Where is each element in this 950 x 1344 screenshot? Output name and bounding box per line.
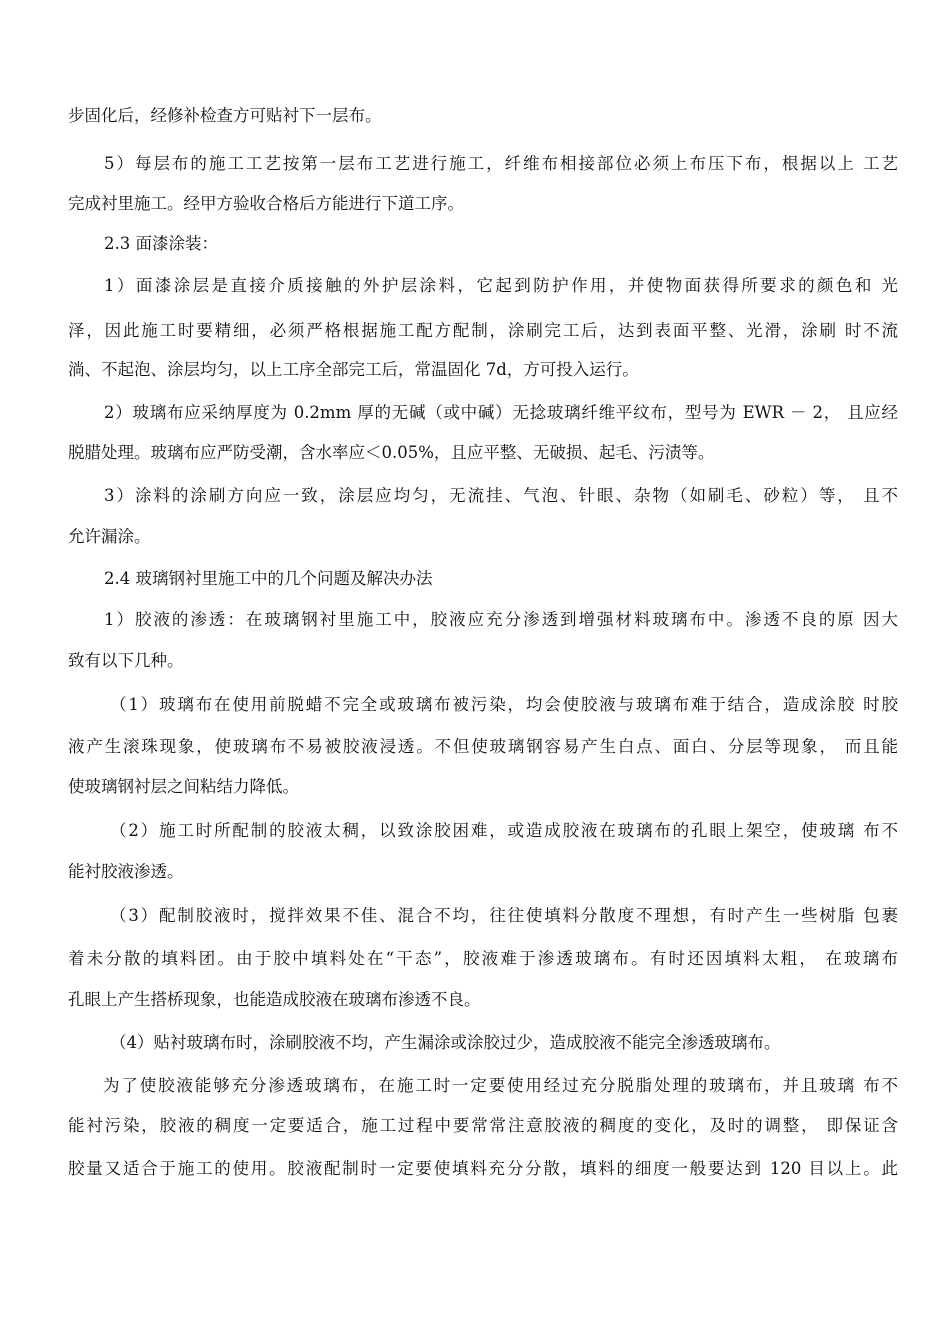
text-line: 脱腊处理。玻璃布应严防受潮，含水率应＜0.05%，且应平整、无破损、起毛、污渍等。 xyxy=(68,443,715,462)
text-line: 步固化后，经修补检查方可贴衬下一层布。 xyxy=(68,106,382,125)
text-line: 液产生滚珠现象，使玻璃布不易被胶液浸透。不但使玻璃钢容易产生白点、面白、分层等现象， 而且能 xyxy=(68,737,898,756)
text-line: 为了使胶液能够充分渗透玻璃布，在施工时一定要使用经过充分脱脂处理的玻璃布，并且玻璃 布不 xyxy=(103,1076,898,1095)
text-line: 1）面漆涂层是直接介质接触的外护层涂料，它起到防护作用，并使物面获得所要求的颜色和 光 xyxy=(104,276,898,295)
text-line: 能衬污染，胶液的稠度一定要适合，施工过程中要常常注意胶液的稠度的变化，及时的调整， 即保证含 xyxy=(68,1116,898,1135)
text-line: 能衬胶液渗透。 xyxy=(68,862,184,881)
text-line: 1）胶液的渗透：在玻璃钢衬里施工中，胶液应充分渗透到增强材料玻璃布中。渗透不良的原 因大 xyxy=(104,610,898,629)
text-line: 2）玻璃布应采纳厚度为 0.2mm 厚的无碱（或中碱）无捻玻璃纤维平纹布，型号为 EWR － 2， 且应经 xyxy=(104,403,898,422)
section-heading: 2.4 玻璃钢衬里施工中的几个问题及解决办法 xyxy=(104,569,433,588)
text-line: 5）每层布的施工工艺按第一层布工艺进行施工，纤维布相接部位必须上布压下布，根据以上 工艺 xyxy=(104,154,898,173)
text-line: 孔眼上产生搭桥现象，也能造成胶液在玻璃布渗透不良。 xyxy=(68,990,481,1009)
section-heading: 2.3 面漆涂装： xyxy=(104,234,218,253)
text-line: 着未分散的填料团。由于胶中填料处在“干态”，胶液难于渗透玻璃布。有时还因填料太粗， 在玻璃布 xyxy=(68,949,898,968)
text-line: 3）涂料的涂刷方向应一致，涂层应均匀，无流挂、气泡、针眼、杂物（如刷毛、砂粒）等， 且不 xyxy=(104,486,898,505)
text-line: 允许漏涂。 xyxy=(68,527,151,546)
text-line: （2）施工时所配制的胶液太稠，以致涂胶困难，或造成胶液在玻璃布的孔眼上架空，使玻璃 布不 xyxy=(110,821,898,840)
text-line: （4）贴衬玻璃布时，涂刷胶液不均，产生漏涂或涂胶过少，造成胶液不能完全渗透玻璃布。 xyxy=(110,1033,781,1052)
text-line: 胶量又适合于施工的使用。胶液配制时一定要使填料充分分散，填料的细度一般要达到 120 目以上。此 xyxy=(68,1159,898,1178)
text-line: 使玻璃钢衬层之间粘结力降低。 xyxy=(68,777,299,796)
text-line: 淌、不起泡、涂层均匀，以上工序全部完工后，常温固化 7d，方可投入运行。 xyxy=(68,360,639,379)
text-line: （1）玻璃布在使用前脱蜡不完全或玻璃布被污染，均会使胶液与玻璃布难于结合，造成涂胶 时胶 xyxy=(110,695,898,714)
text-line: （3）配制胶液时，搅拌效果不佳、混合不均，往往使填料分散度不理想，有时产生一些树脂 包裹 xyxy=(110,906,898,925)
text-line: 完成衬里施工。经甲方验收合格后方能进行下道工序。 xyxy=(68,194,464,213)
text-line: 泽，因此施工时要精细，必须严格根据施工配方配制，涂刷完工后，达到表面平整、光滑，涂刷 时不流 xyxy=(68,321,898,340)
text-line: 致有以下几种。 xyxy=(68,651,184,670)
